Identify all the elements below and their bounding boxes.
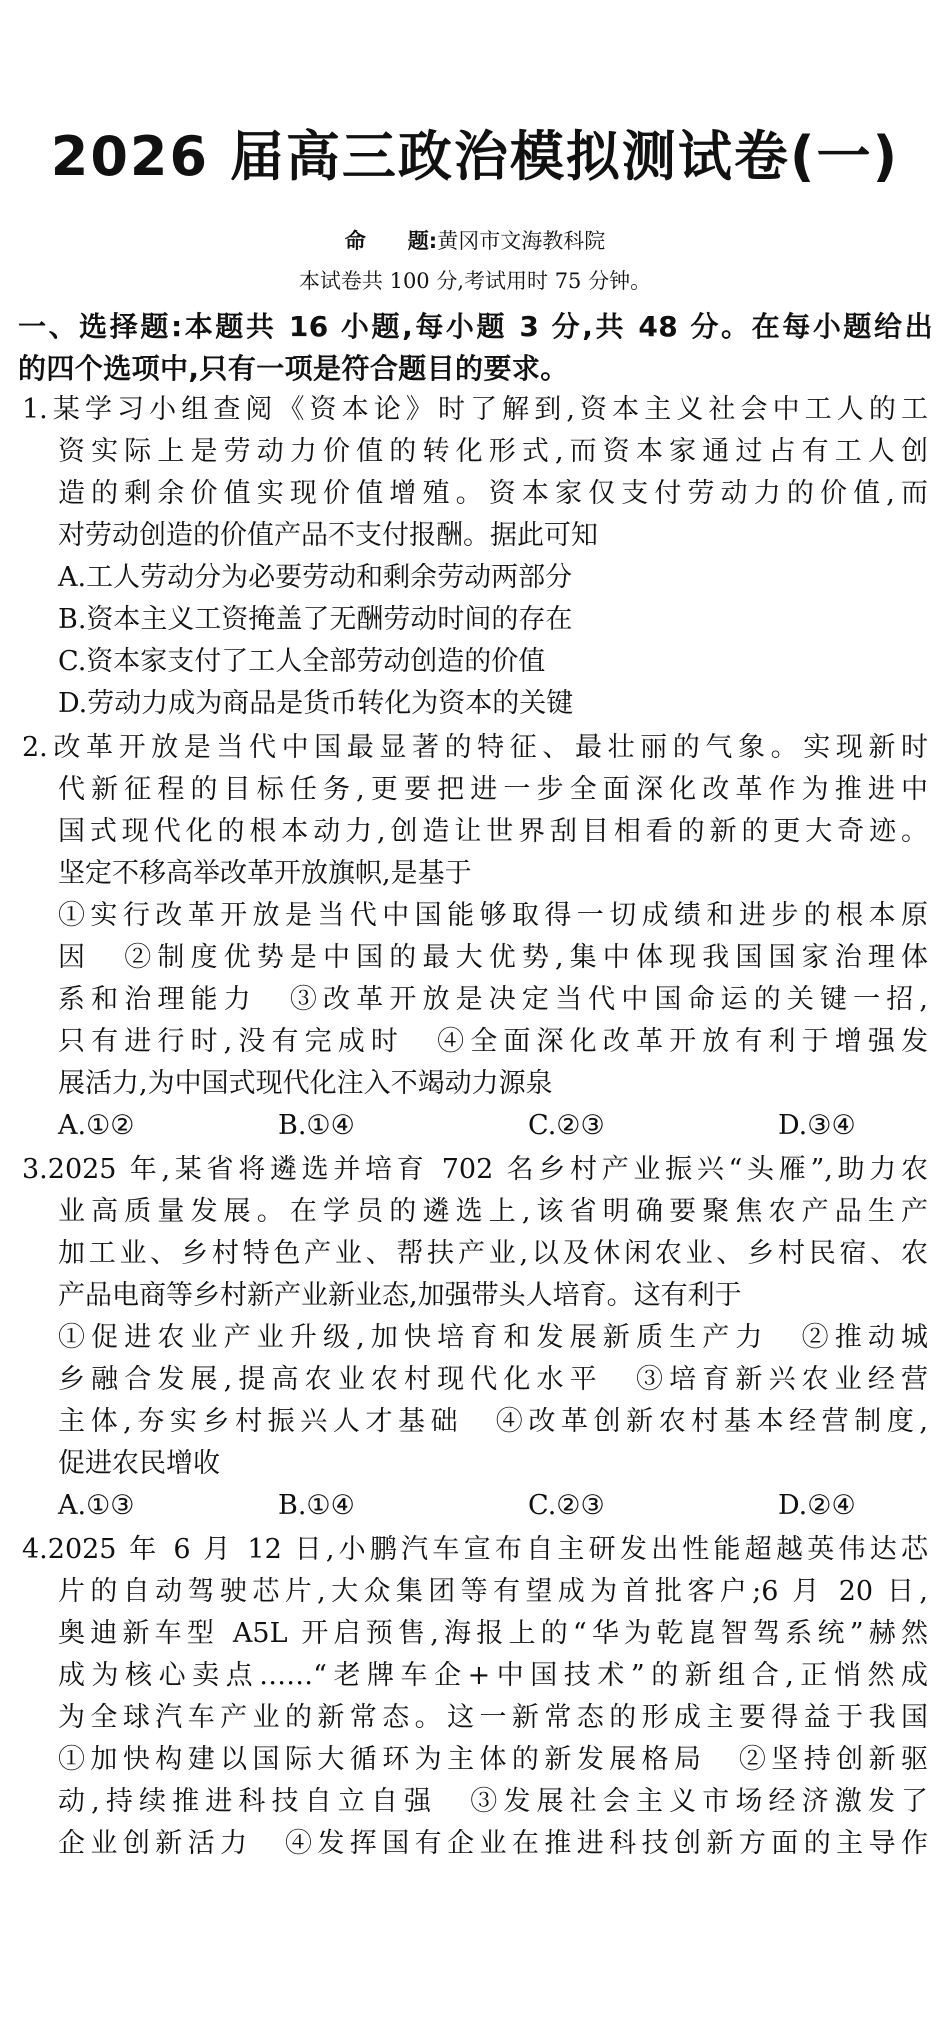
- statement-line: 乡融合发展,提高农业农村现代化水平 ③培育新兴农业经营: [58, 1364, 928, 1395]
- option-b: B.①④: [278, 1110, 355, 1141]
- question-stem-line: 产品电商等乡村新产业新业态,加强带头人培育。这有利于: [58, 1280, 742, 1311]
- question-stem-line: 资实际上是劳动力价值的转化形式,而资本家通过占有工人创: [58, 436, 928, 467]
- statement-line: 展活力,为中国式现代化注入不竭动力源泉: [58, 1068, 553, 1099]
- option-d: D.劳动力成为商品是货币转化为资本的关键: [58, 688, 574, 719]
- question-stem-line: 对劳动创造的价值产品不支付报酬。据此可知: [58, 520, 598, 551]
- question-stem-line: 坚定不移高举改革开放旗帜,是基于: [58, 858, 472, 889]
- option-a: A.工人劳动分为必要劳动和剩余劳动两部分: [58, 562, 573, 593]
- options-row: [58, 1106, 928, 1146]
- question-stem-line: 片的自动驾驶芯片,大众集团等有望成为首批客户;6 月 20 日,: [58, 1576, 928, 1607]
- statement-line: 企业创新活力 ④发挥国有企业在推进科技创新方面的主导作: [58, 1828, 928, 1859]
- option-a: A.①②: [58, 1110, 135, 1141]
- statement-line: 系和治理能力 ③改革开放是决定当代中国命运的关键一招,: [58, 984, 928, 1015]
- option-b: B.①④: [278, 1490, 355, 1521]
- options-row: [58, 1486, 928, 1526]
- section-line: 一、选择题:本题共 16 小题,每小题 3 分,共 48 分。在每小题给出: [18, 310, 933, 343]
- question-stem-line: 造的剩余价值实现价值增殖。资本家仅支付劳动力的价值,而: [58, 478, 928, 509]
- statement-line: 因 ②制度优势是中国的最大优势,集中体现我国国家治理体: [58, 942, 928, 973]
- question-stem-line: 业高质量发展。在学员的遴选上,该省明确要聚焦农产品生产: [58, 1196, 928, 1227]
- option-c: C.资本家支付了工人全部劳动创造的价值: [58, 646, 546, 677]
- option-a: A.①③: [58, 1490, 135, 1521]
- question-stem-line: 成为核心卖点……“老牌车企+中国技术”的新组合,正悄然成: [58, 1660, 928, 1691]
- statement-line: ①实行改革开放是当代中国能够取得一切成绩和进步的根本原: [58, 900, 928, 931]
- author-label: 命 题:: [344, 229, 438, 253]
- question-stem-line: 4.2025 年 6 月 12 日,小鹏汽车宣布自主研发出性能超越英伟达芯: [22, 1534, 928, 1565]
- author-name: 黄冈市文海教科院: [437, 229, 606, 253]
- question-stem-line: 1.某学习小组查阅《资本论》时了解到,资本主义社会中工人的工: [22, 394, 928, 425]
- question-stem-line: 奥迪新车型 A5L 开启预售,海报上的“华为乾崑智驾系统”赫然: [58, 1618, 928, 1649]
- section-line: 的四个选项中,只有一项是符合题目的要求。: [18, 352, 569, 385]
- section-instructions: [18, 306, 933, 390]
- option-b: B.资本主义工资掩盖了无酬劳动时间的存在: [58, 604, 573, 635]
- statement-line: 只有进行时,没有完成时 ④全面深化改革开放有利于增强发: [58, 1026, 928, 1057]
- statement-line: 主体,夯实乡村振兴人才基础 ④改革创新农村基本经营制度,: [58, 1406, 928, 1437]
- option-d: D.②④: [778, 1490, 856, 1521]
- question-stem-line: 为全球汽车产业的新常态。这一新常态的形成主要得益于我国: [58, 1702, 928, 1733]
- question-stem-line: 2.改革开放是当代中国最显著的特征、最壮丽的气象。实现新时: [22, 732, 928, 763]
- question-stem-line: 代新征程的目标任务,更要把进一步全面深化改革作为推进中: [58, 774, 928, 805]
- author-line: [0, 226, 950, 256]
- option-c: C.②③: [528, 1110, 605, 1141]
- question-stem-line: 3.2025 年,某省将遴选并培育 702 名乡村产业振兴“头雁”,助力农: [22, 1154, 928, 1185]
- option-d: D.③④: [778, 1110, 856, 1141]
- statement-line: ①促进农业产业升级,加快培育和发展新质生产力 ②推动城: [58, 1322, 928, 1353]
- option-c: C.②③: [528, 1490, 605, 1521]
- exam-info: 本试卷共 100 分,考试用时 75 分钟。: [298, 269, 652, 293]
- statement-line: 促进农民增收: [58, 1448, 220, 1479]
- question-stem-line: 加工业、乡村特色产业、帮扶产业,以及休闲农业、乡村民宿、农: [58, 1238, 928, 1269]
- statement-line: 动,持续推进科技自立自强 ③发展社会主义市场经济激发了: [58, 1786, 928, 1817]
- page-title: 2026 届高三政治模拟测试卷(一): [50, 125, 900, 188]
- statement-line: ①加快构建以国际大循环为主体的新发展格局 ②坚持创新驱: [58, 1744, 928, 1775]
- question-stem-line: 国式现代化的根本动力,创造让世界刮目相看的新的更大奇迹。: [58, 816, 928, 847]
